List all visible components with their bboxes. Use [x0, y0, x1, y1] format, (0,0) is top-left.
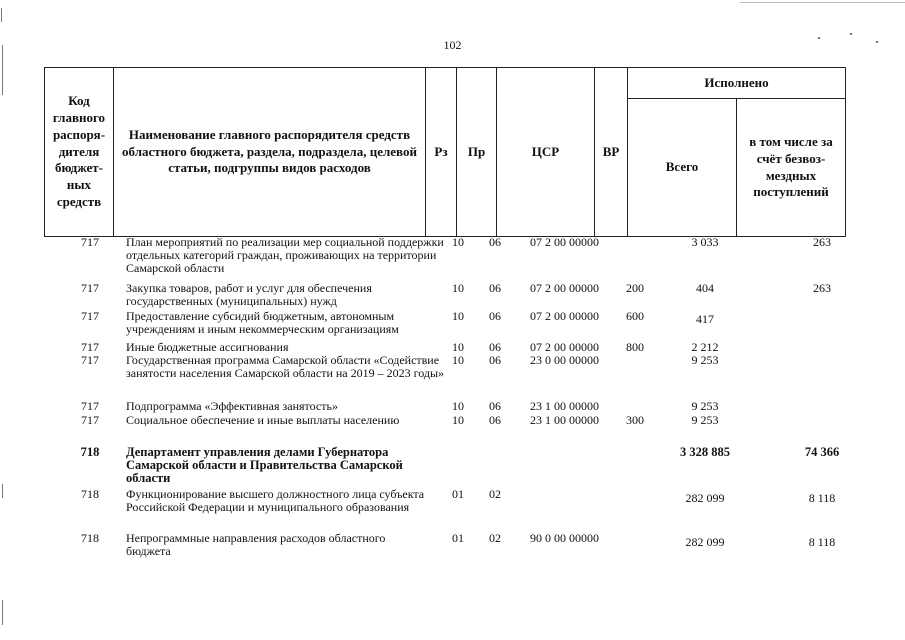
- header-name: Наименование главного распорядителя средств областного бюджета, раздела, подраздела, целевой статьи, подгруппы видов расходов: [114, 68, 426, 237]
- header-pr: Пр: [457, 68, 497, 237]
- cell-csr: 90 0 00 00000: [530, 531, 599, 545]
- cell-csr: 07 2 00 00000: [530, 340, 599, 354]
- cell-rz: 10: [452, 413, 464, 427]
- cell-total: 3 033: [691, 235, 719, 249]
- cell-free: 263: [813, 235, 831, 249]
- cell-pr: 06: [489, 353, 501, 367]
- page-number: 102: [443, 38, 462, 52]
- cell-name: Закупка товаров, работ и услуг для обеспечения государственных (муниципальных) нужд: [126, 281, 372, 308]
- cell-pr: 06: [489, 309, 501, 323]
- cell-csr: 07 2 00 00000: [530, 309, 599, 323]
- cell-name: Непрограммные направления расходов областного бюджета: [126, 531, 386, 558]
- cell-free: 74 366: [804, 445, 840, 459]
- cell-rz: 10: [452, 309, 464, 323]
- cell-name: Предоставление субсидий бюджетным, автономным учреждениям и иным некоммерческим организациям: [126, 309, 399, 336]
- cell-rz: 01: [452, 487, 464, 501]
- header-executed: Исполнено: [628, 68, 846, 99]
- cell-csr: 23 1 00 00000: [530, 399, 599, 413]
- cell-pr: 06: [489, 281, 501, 295]
- cell-csr: 07 2 00 00000: [530, 235, 599, 249]
- cell-rz: 01: [452, 531, 464, 545]
- cell-name: Иные бюджетные ассигнования: [126, 340, 289, 354]
- cell-total: 404: [696, 281, 714, 295]
- cell-code: 717: [81, 399, 99, 413]
- cell-pr: 02: [489, 487, 501, 501]
- cell-free: 8 118: [808, 491, 836, 505]
- cell-total: 282 099: [685, 491, 725, 505]
- cell-total: 9 253: [691, 399, 719, 413]
- cell-name: План мероприятий по реализации мер социальной поддержки отдельных категорий граждан, проживающих на территории Самарской области: [126, 235, 444, 275]
- cell-vr: 300: [626, 413, 644, 427]
- cell-pr: 06: [489, 340, 501, 354]
- cell-free: 8 118: [808, 535, 836, 549]
- cell-pr: 06: [489, 399, 501, 413]
- cell-code: 717: [81, 353, 99, 367]
- cell-pr: 06: [489, 413, 501, 427]
- cell-code: 717: [81, 309, 99, 323]
- cell-total: 417: [696, 312, 714, 326]
- cell-free: 263: [813, 281, 831, 295]
- header-rz: Рз: [426, 68, 457, 237]
- cell-total: 2 212: [691, 340, 719, 354]
- scan-artifact: [2, 600, 3, 625]
- cell-rz: 10: [452, 235, 464, 249]
- scan-artifact: [850, 33, 852, 35]
- cell-code: 717: [81, 235, 99, 249]
- cell-vr: 800: [626, 340, 644, 354]
- cell-total: 9 253: [691, 413, 719, 427]
- cell-csr: 23 1 00 00000: [530, 413, 599, 427]
- cell-csr: 23 0 00 00000: [530, 353, 599, 367]
- cell-code: 717: [81, 413, 99, 427]
- header-vr: ВР: [595, 68, 628, 237]
- cell-total: 282 099: [685, 535, 725, 549]
- cell-rz: 10: [452, 281, 464, 295]
- cell-code: 717: [81, 340, 99, 354]
- table-header: [44, 67, 846, 237]
- cell-code: 718: [80, 445, 100, 459]
- cell-name: Подпрограмма «Эффективная занятость»: [126, 399, 338, 413]
- cell-code: 718: [81, 531, 99, 545]
- cell-rz: 10: [452, 399, 464, 413]
- cell-rz: 10: [452, 340, 464, 354]
- cell-vr: 200: [626, 281, 644, 295]
- cell-pr: 06: [489, 235, 501, 249]
- scan-artifact: [1, 8, 2, 22]
- header-free: в том числе за счёт безвоз-мездных поступлений: [737, 99, 846, 237]
- cell-name: Функционирование высшего должностного лица субъекта Российской Федерации и муниципального образования: [126, 487, 425, 514]
- header-total: Всего: [628, 99, 737, 237]
- cell-code: 717: [81, 281, 99, 295]
- cell-csr: 07 2 00 00000: [530, 281, 599, 295]
- scan-artifact: [2, 484, 3, 498]
- scan-top-rule: [740, 2, 905, 3]
- cell-name: Департамент управления делами Губернатора Самарской области и Правительства Самарской области: [126, 445, 403, 485]
- cell-code: 718: [81, 487, 99, 501]
- header-code: Код главного распоря-дителя бюджет-ных средств: [45, 68, 114, 237]
- header-csr: ЦСР: [497, 68, 595, 237]
- cell-total: 9 253: [691, 353, 719, 367]
- cell-total: 3 328 885: [680, 445, 730, 459]
- cell-name: Социальное обеспечение и иные выплаты населению: [126, 413, 400, 427]
- cell-vr: 600: [626, 309, 644, 323]
- cell-rz: 10: [452, 353, 464, 367]
- cell-name: Государственная программа Самарской области «Содействие занятости населения Самарской области на 2019 – 2023 годы»: [126, 353, 445, 380]
- cell-pr: 02: [489, 531, 501, 545]
